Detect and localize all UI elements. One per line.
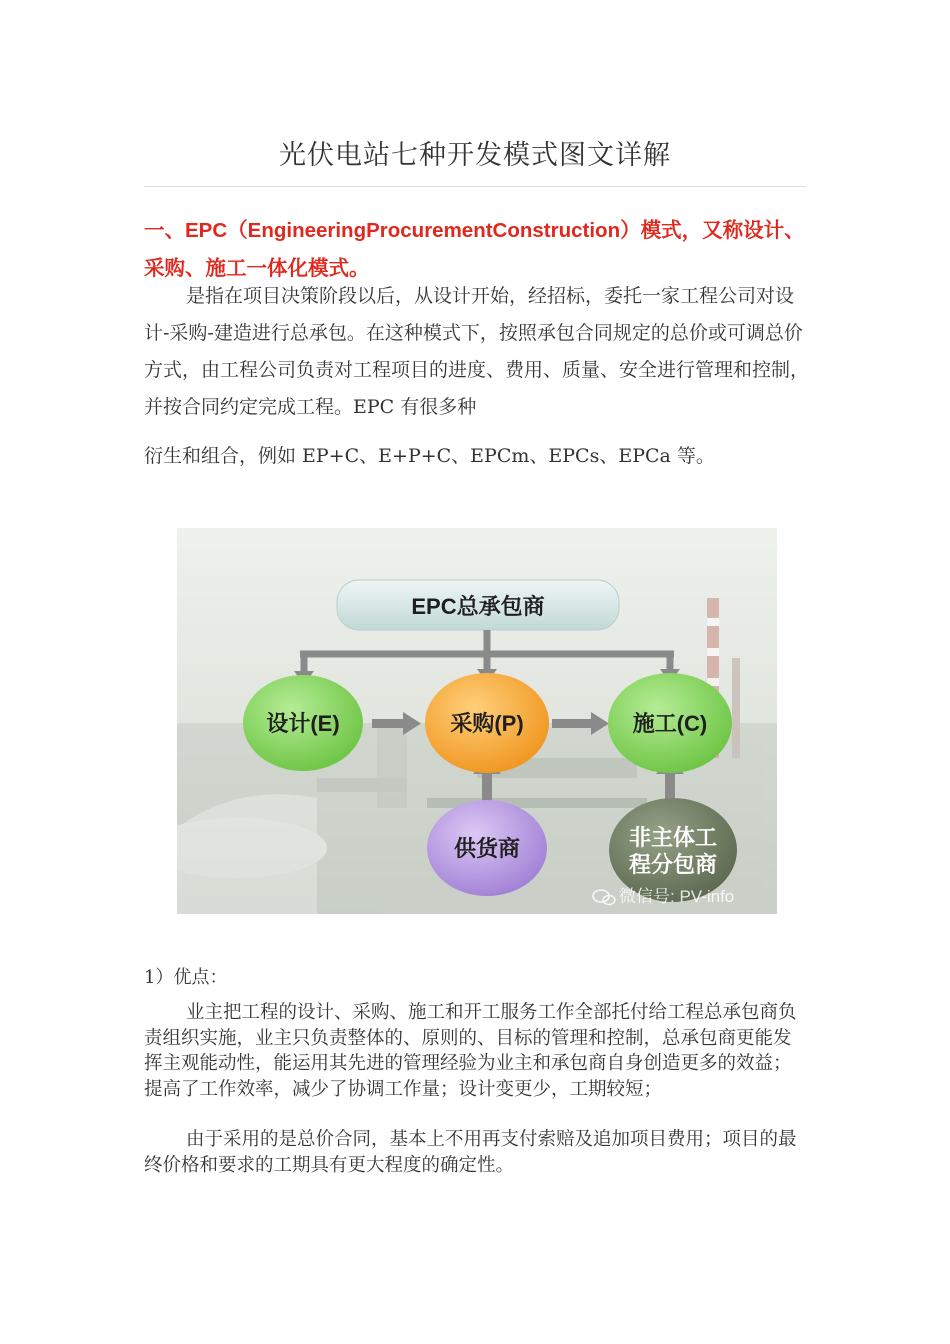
epc-contractor-label: EPC总承包商	[411, 594, 545, 619]
procurement-node-label: 采购(P)	[450, 711, 524, 736]
epc-diagram	[177, 528, 777, 914]
subcontractor-node-label-line2: 程分包商	[628, 852, 718, 877]
epc-diagram-figure	[177, 528, 777, 914]
title-divider	[144, 186, 806, 187]
paragraph-advantages-1: 业主把工程的设计、采购、施工和开工服务工作全部托付给工程总承包商负责组织实施，业主只负责整体的、原则的、目标的管理和控制，总承包商更能发挥主观能动性，能运用其先进的管理经验为业主和承包商自身创造更多的效益；提高了工作效率，减少了协调工作量；设计变更少，工期较短；	[144, 1002, 797, 1100]
paragraph-advantages-2: 由于采用的是总价合同，基本上不用再支付索赔及追加项目费用；项目的最终价格和要求的工期具有更大程度的确定性。	[144, 1129, 797, 1176]
subcontractor-node-label-line1: 非主体工	[628, 825, 718, 850]
paragraph-intro-main: 是指在项目决策阶段以后，从设计开始，经招标，委托一家工程公司对设计-采购-建造进行总承包。在这种模式下，按照承包合同规定的总价或可调总价方式，由工程公司负责对工程项目的进度、费用、质量、安全进行管理和控制，并按合同约定完成工程。EPC 有很多种	[144, 285, 810, 418]
paragraph-intro-tail: 衍生和组合，例如 EP+C、E+P+C、EPCm、EPCs、EPCa 等。	[144, 445, 715, 467]
design-node-label: 设计(E)	[266, 711, 340, 736]
supplier-node-label: 供货商	[453, 836, 521, 861]
page-title: 光伏电站七种开发模式图文详解	[279, 140, 671, 171]
construction-node-label: 施工(C)	[632, 711, 708, 736]
section-heading: 一、EPC（EngineeringProcurementConstruction）模式，又称设计、采购、施工一体化模式。	[144, 219, 805, 280]
advantages-subheading: 1）优点：	[144, 967, 228, 988]
watermark-text: 微信号: PV-info	[619, 887, 735, 906]
paragraph-intro	[144, 278, 809, 475]
